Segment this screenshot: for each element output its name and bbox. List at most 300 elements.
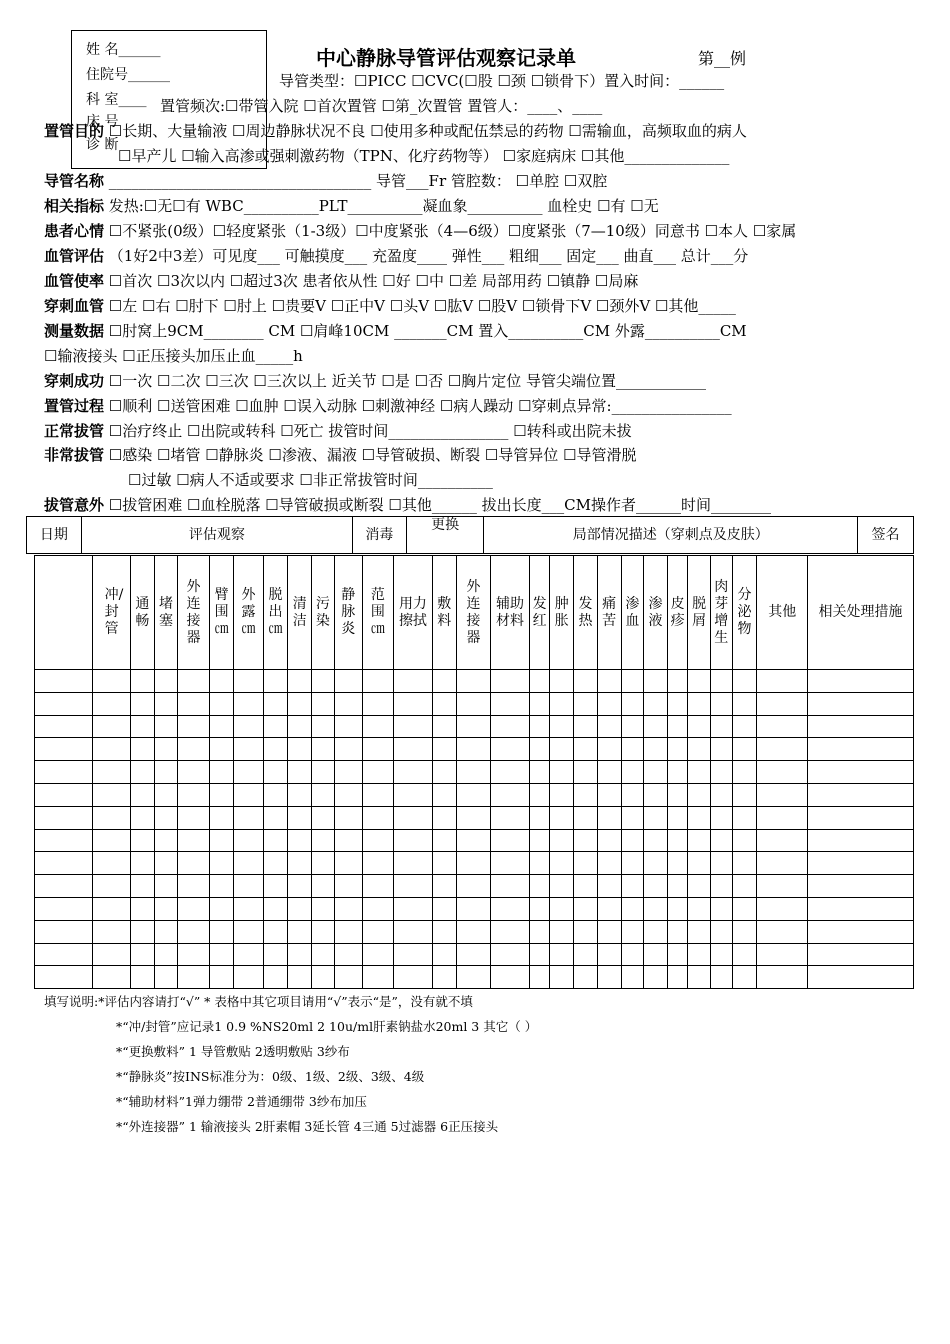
table-cell[interactable] bbox=[597, 875, 621, 898]
table-cell[interactable] bbox=[178, 943, 209, 966]
table-cell[interactable] bbox=[312, 943, 335, 966]
table-cell[interactable] bbox=[394, 761, 433, 784]
table-cell[interactable] bbox=[263, 852, 288, 875]
table-cell[interactable] bbox=[597, 943, 621, 966]
removal-accident-line[interactable]: 拔管意外 ☐拔管困难 ☐血栓脱落 ☐导管破损或断裂 ☐其他______ 拔出长度___CM操作者______时间________ bbox=[44, 496, 771, 514]
table-cell[interactable] bbox=[334, 783, 362, 806]
table-cell[interactable] bbox=[456, 966, 491, 989]
table-cell[interactable] bbox=[93, 897, 131, 920]
table-cell[interactable] bbox=[621, 670, 644, 693]
table-cell[interactable] bbox=[263, 829, 288, 852]
table-cell[interactable] bbox=[711, 875, 733, 898]
table-cell[interactable] bbox=[93, 738, 131, 761]
table-cell[interactable] bbox=[688, 806, 711, 829]
table-cell[interactable] bbox=[312, 829, 335, 852]
department-field[interactable]: 科 室____ bbox=[86, 92, 147, 108]
table-cell[interactable] bbox=[154, 920, 178, 943]
table-cell[interactable] bbox=[491, 738, 530, 761]
table-cell[interactable] bbox=[597, 966, 621, 989]
table-cell[interactable] bbox=[711, 943, 733, 966]
catheter-name-line[interactable]: 导管名称 ___________________________________ 导管___Fr 管腔数： ☐单腔 ☐双腔 bbox=[44, 172, 608, 190]
table-cell[interactable] bbox=[288, 875, 312, 898]
table-cell[interactable] bbox=[688, 670, 711, 693]
table-cell[interactable] bbox=[808, 783, 914, 806]
table-cell[interactable] bbox=[688, 966, 711, 989]
table-cell[interactable] bbox=[667, 783, 687, 806]
table-cell[interactable] bbox=[644, 943, 668, 966]
table-cell[interactable] bbox=[574, 966, 598, 989]
table-cell[interactable] bbox=[394, 738, 433, 761]
table-cell[interactable] bbox=[394, 852, 433, 875]
table-cell[interactable] bbox=[362, 783, 393, 806]
table-cell[interactable] bbox=[491, 761, 530, 784]
table-cell[interactable] bbox=[234, 943, 263, 966]
table-cell[interactable] bbox=[688, 852, 711, 875]
table-cell[interactable] bbox=[574, 715, 598, 738]
table-cell[interactable] bbox=[456, 806, 491, 829]
table-cell[interactable] bbox=[667, 920, 687, 943]
table-cell[interactable] bbox=[234, 852, 263, 875]
table-cell[interactable] bbox=[597, 715, 621, 738]
table-cell[interactable] bbox=[644, 852, 668, 875]
table-cell[interactable] bbox=[597, 897, 621, 920]
table-cell[interactable] bbox=[574, 852, 598, 875]
table-cell[interactable] bbox=[312, 692, 335, 715]
table-cell[interactable] bbox=[550, 897, 574, 920]
table-cell[interactable] bbox=[757, 715, 808, 738]
table-cell[interactable] bbox=[130, 852, 154, 875]
table-cell[interactable] bbox=[574, 897, 598, 920]
table-cell[interactable] bbox=[491, 829, 530, 852]
table-cell[interactable] bbox=[688, 692, 711, 715]
table-cell[interactable] bbox=[154, 875, 178, 898]
table-cell[interactable] bbox=[312, 783, 335, 806]
table-cell[interactable] bbox=[550, 806, 574, 829]
table-cell[interactable] bbox=[312, 670, 335, 693]
table-cell[interactable] bbox=[550, 829, 574, 852]
bed-number-field[interactable]: 床 号 bbox=[86, 114, 119, 130]
table-cell[interactable] bbox=[209, 761, 234, 784]
table-cell[interactable] bbox=[288, 670, 312, 693]
table-cell[interactable] bbox=[621, 920, 644, 943]
placement-purpose-line[interactable]: 置管目的 ☐长期、大量输液 ☐周边静脉状况不良 ☐使用多种或配伍禁忌的药物 ☐需输血，高频取血的病人 bbox=[44, 122, 747, 140]
table-cell[interactable] bbox=[456, 670, 491, 693]
table-cell[interactable] bbox=[130, 692, 154, 715]
table-cell[interactable] bbox=[234, 692, 263, 715]
table-cell[interactable] bbox=[667, 943, 687, 966]
table-cell[interactable] bbox=[529, 761, 549, 784]
table-cell[interactable] bbox=[621, 966, 644, 989]
table-cell[interactable] bbox=[178, 920, 209, 943]
table-cell[interactable] bbox=[550, 852, 574, 875]
table-cell[interactable] bbox=[550, 761, 574, 784]
table-cell[interactable] bbox=[93, 966, 131, 989]
table-cell[interactable] bbox=[667, 897, 687, 920]
table-cell[interactable] bbox=[808, 761, 914, 784]
table-cell[interactable] bbox=[574, 943, 598, 966]
table-cell[interactable] bbox=[711, 738, 733, 761]
table-cell[interactable] bbox=[732, 670, 757, 693]
table-cell[interactable] bbox=[130, 829, 154, 852]
table-cell[interactable] bbox=[312, 966, 335, 989]
table-cell[interactable] bbox=[667, 806, 687, 829]
table-cell[interactable] bbox=[432, 897, 456, 920]
placement-process-line[interactable]: 置管过程 ☐顺利 ☐送管困难 ☐血肿 ☐误入动脉 ☐刺激神经 ☐病人躁动 ☐穿刺点异常:________________ bbox=[44, 397, 732, 415]
table-cell[interactable] bbox=[154, 670, 178, 693]
table-cell[interactable] bbox=[432, 761, 456, 784]
table-cell[interactable] bbox=[432, 715, 456, 738]
table-cell[interactable] bbox=[178, 806, 209, 829]
table-cell[interactable] bbox=[263, 692, 288, 715]
table-cell[interactable] bbox=[757, 897, 808, 920]
table-cell[interactable] bbox=[178, 966, 209, 989]
table-cell[interactable] bbox=[35, 920, 93, 943]
catheter-type-line[interactable]: 导管类型：☐PICC ☐CVC(☐股 ☐颈 ☐锁骨下）置入时间：______ bbox=[279, 72, 725, 90]
table-cell[interactable] bbox=[362, 943, 393, 966]
table-cell[interactable] bbox=[732, 761, 757, 784]
table-cell[interactable] bbox=[234, 670, 263, 693]
table-cell[interactable] bbox=[154, 966, 178, 989]
table-cell[interactable] bbox=[178, 670, 209, 693]
table-cell[interactable] bbox=[312, 761, 335, 784]
table-cell[interactable] bbox=[334, 692, 362, 715]
table-cell[interactable] bbox=[550, 943, 574, 966]
table-cell[interactable] bbox=[312, 715, 335, 738]
diagnosis-field[interactable]: 诊 断 bbox=[86, 137, 119, 153]
table-cell[interactable] bbox=[808, 966, 914, 989]
table-cell[interactable] bbox=[334, 943, 362, 966]
table-cell[interactable] bbox=[288, 852, 312, 875]
table-cell[interactable] bbox=[644, 966, 668, 989]
table-cell[interactable] bbox=[529, 875, 549, 898]
table-cell[interactable] bbox=[757, 852, 808, 875]
table-cell[interactable] bbox=[288, 783, 312, 806]
table-cell[interactable] bbox=[667, 875, 687, 898]
table-cell[interactable] bbox=[362, 875, 393, 898]
table-cell[interactable] bbox=[362, 966, 393, 989]
table-cell[interactable] bbox=[234, 761, 263, 784]
table-cell[interactable] bbox=[621, 783, 644, 806]
table-cell[interactable] bbox=[456, 920, 491, 943]
table-cell[interactable] bbox=[757, 670, 808, 693]
table-cell[interactable] bbox=[178, 897, 209, 920]
table-cell[interactable] bbox=[178, 875, 209, 898]
table-cell[interactable] bbox=[362, 670, 393, 693]
table-cell[interactable] bbox=[234, 920, 263, 943]
table-cell[interactable] bbox=[209, 852, 234, 875]
table-cell[interactable] bbox=[154, 852, 178, 875]
table-cell[interactable] bbox=[394, 897, 433, 920]
table-cell[interactable] bbox=[334, 920, 362, 943]
table-cell[interactable] bbox=[263, 966, 288, 989]
table-cell[interactable] bbox=[529, 715, 549, 738]
abnormal-removal-line[interactable]: 非常拔管 ☐感染 ☐堵管 ☐静脉炎 ☐渗液、漏液 ☐导管破损、断裂 ☐导管异位 ☐导管滑脱 bbox=[44, 446, 637, 464]
table-cell[interactable] bbox=[93, 761, 131, 784]
table-cell[interactable] bbox=[667, 738, 687, 761]
table-cell[interactable] bbox=[263, 761, 288, 784]
table-cell[interactable] bbox=[732, 783, 757, 806]
table-cell[interactable] bbox=[574, 670, 598, 693]
table-cell[interactable] bbox=[550, 920, 574, 943]
table-cell[interactable] bbox=[154, 738, 178, 761]
table-cell[interactable] bbox=[362, 897, 393, 920]
table-cell[interactable] bbox=[732, 829, 757, 852]
table-cell[interactable] bbox=[35, 852, 93, 875]
table-cell[interactable] bbox=[209, 943, 234, 966]
table-cell[interactable] bbox=[93, 920, 131, 943]
table-cell[interactable] bbox=[644, 692, 668, 715]
table-cell[interactable] bbox=[597, 670, 621, 693]
table-cell[interactable] bbox=[621, 875, 644, 898]
table-cell[interactable] bbox=[130, 875, 154, 898]
table-cell[interactable] bbox=[334, 897, 362, 920]
table-cell[interactable] bbox=[808, 875, 914, 898]
table-cell[interactable] bbox=[491, 670, 530, 693]
placement-frequency-line[interactable]: 置管频次:☐带管入院 ☐首次置管 ☐第_次置管 置管人：____、____ bbox=[160, 97, 603, 115]
table-cell[interactable] bbox=[456, 738, 491, 761]
table-cell[interactable] bbox=[288, 738, 312, 761]
table-cell[interactable] bbox=[667, 966, 687, 989]
table-cell[interactable] bbox=[394, 715, 433, 738]
table-cell[interactable] bbox=[432, 670, 456, 693]
connector-line[interactable]: ☐输液接头 ☐正压接头加压止血_____h bbox=[44, 347, 303, 365]
table-cell[interactable] bbox=[732, 875, 757, 898]
table-cell[interactable] bbox=[93, 943, 131, 966]
table-cell[interactable] bbox=[574, 920, 598, 943]
table-cell[interactable] bbox=[209, 875, 234, 898]
table-cell[interactable] bbox=[209, 783, 234, 806]
table-cell[interactable] bbox=[688, 829, 711, 852]
table-cell[interactable] bbox=[808, 920, 914, 943]
table-cell[interactable] bbox=[432, 966, 456, 989]
table-cell[interactable] bbox=[154, 829, 178, 852]
table-cell[interactable] bbox=[334, 966, 362, 989]
table-cell[interactable] bbox=[808, 670, 914, 693]
table-cell[interactable] bbox=[263, 783, 288, 806]
table-cell[interactable] bbox=[529, 692, 549, 715]
table-cell[interactable] bbox=[35, 670, 93, 693]
table-cell[interactable] bbox=[574, 692, 598, 715]
table-cell[interactable] bbox=[362, 920, 393, 943]
table-cell[interactable] bbox=[688, 715, 711, 738]
table-cell[interactable] bbox=[456, 852, 491, 875]
table-cell[interactable] bbox=[334, 806, 362, 829]
table-cell[interactable] bbox=[288, 966, 312, 989]
table-cell[interactable] bbox=[621, 806, 644, 829]
patient-mood-line[interactable]: 患者心情 ☐不紧张(0级）☐轻度紧张（1-3级）☐中度紧张（4—6级）☐度紧张（7—10级）同意书 ☐本人 ☐家属 bbox=[44, 222, 797, 240]
table-cell[interactable] bbox=[732, 897, 757, 920]
puncture-success-line[interactable]: 穿刺成功 ☐一次 ☐二次 ☐三次 ☐三次以上 近关节 ☐是 ☐否 ☐胸片定位 导管尖端位置____________ bbox=[44, 372, 707, 390]
table-cell[interactable] bbox=[529, 920, 549, 943]
table-cell[interactable] bbox=[757, 829, 808, 852]
table-cell[interactable] bbox=[597, 829, 621, 852]
table-cell[interactable] bbox=[808, 738, 914, 761]
table-cell[interactable] bbox=[334, 738, 362, 761]
table-cell[interactable] bbox=[130, 761, 154, 784]
table-cell[interactable] bbox=[35, 806, 93, 829]
table-cell[interactable] bbox=[667, 715, 687, 738]
table-cell[interactable] bbox=[529, 852, 549, 875]
table-cell[interactable] bbox=[711, 670, 733, 693]
table-cell[interactable] bbox=[574, 829, 598, 852]
table-cell[interactable] bbox=[711, 966, 733, 989]
table-cell[interactable] bbox=[644, 806, 668, 829]
table-cell[interactable] bbox=[93, 852, 131, 875]
table-cell[interactable] bbox=[288, 897, 312, 920]
table-cell[interactable] bbox=[550, 783, 574, 806]
table-cell[interactable] bbox=[130, 943, 154, 966]
table-cell[interactable] bbox=[288, 806, 312, 829]
table-cell[interactable] bbox=[209, 897, 234, 920]
table-cell[interactable] bbox=[209, 920, 234, 943]
table-cell[interactable] bbox=[529, 943, 549, 966]
table-cell[interactable] bbox=[456, 897, 491, 920]
normal-removal-line[interactable]: 正常拔管 ☐治疗终止 ☐出院或转科 ☐死亡 拔管时间________________ ☐转科或出院未拔 bbox=[44, 422, 632, 440]
table-cell[interactable] bbox=[667, 670, 687, 693]
table-cell[interactable] bbox=[432, 920, 456, 943]
table-cell[interactable] bbox=[234, 715, 263, 738]
table-cell[interactable] bbox=[808, 897, 914, 920]
table-cell[interactable] bbox=[130, 783, 154, 806]
patient-name-field[interactable]: 姓 名______ bbox=[86, 42, 161, 58]
table-cell[interactable] bbox=[757, 738, 808, 761]
table-cell[interactable] bbox=[644, 920, 668, 943]
table-cell[interactable] bbox=[732, 806, 757, 829]
table-cell[interactable] bbox=[711, 897, 733, 920]
hospital-number-field[interactable]: 住院号______ bbox=[86, 67, 170, 83]
vessel-usage-line[interactable]: 血管使率 ☐首次 ☐3次以内 ☐超过3次 患者依从性 ☐好 ☐中 ☐差 局部用药 ☐镇静 ☐局麻 bbox=[44, 272, 639, 290]
table-cell[interactable] bbox=[550, 692, 574, 715]
table-cell[interactable] bbox=[209, 738, 234, 761]
table-cell[interactable] bbox=[432, 943, 456, 966]
table-cell[interactable] bbox=[550, 738, 574, 761]
table-cell[interactable] bbox=[550, 966, 574, 989]
table-cell[interactable] bbox=[234, 966, 263, 989]
table-cell[interactable] bbox=[732, 692, 757, 715]
table-cell[interactable] bbox=[621, 761, 644, 784]
table-cell[interactable] bbox=[491, 897, 530, 920]
table-cell[interactable] bbox=[312, 852, 335, 875]
table-cell[interactable] bbox=[597, 920, 621, 943]
table-cell[interactable] bbox=[35, 829, 93, 852]
table-cell[interactable] bbox=[93, 670, 131, 693]
table-cell[interactable] bbox=[234, 783, 263, 806]
table-cell[interactable] bbox=[732, 966, 757, 989]
table-cell[interactable] bbox=[644, 738, 668, 761]
related-index-line[interactable]: 相关指标 发热:☐无☐有 WBC__________PLT__________凝血象__________ 血栓史 ☐有 ☐无 bbox=[44, 197, 659, 215]
table-cell[interactable] bbox=[597, 738, 621, 761]
table-cell[interactable] bbox=[312, 738, 335, 761]
table-cell[interactable] bbox=[234, 897, 263, 920]
table-cell[interactable] bbox=[688, 875, 711, 898]
table-cell[interactable] bbox=[154, 715, 178, 738]
table-cell[interactable] bbox=[312, 875, 335, 898]
table-cell[interactable] bbox=[644, 715, 668, 738]
table-cell[interactable] bbox=[456, 692, 491, 715]
table-cell[interactable] bbox=[209, 670, 234, 693]
table-cell[interactable] bbox=[688, 943, 711, 966]
table-cell[interactable] bbox=[362, 738, 393, 761]
table-cell[interactable] bbox=[644, 829, 668, 852]
table-cell[interactable] bbox=[808, 692, 914, 715]
table-cell[interactable] bbox=[432, 738, 456, 761]
table-cell[interactable] bbox=[178, 692, 209, 715]
table-cell[interactable] bbox=[456, 715, 491, 738]
table-cell[interactable] bbox=[688, 761, 711, 784]
table-cell[interactable] bbox=[757, 761, 808, 784]
table-cell[interactable] bbox=[757, 783, 808, 806]
table-cell[interactable] bbox=[550, 875, 574, 898]
table-cell[interactable] bbox=[130, 715, 154, 738]
table-cell[interactable] bbox=[263, 715, 288, 738]
table-cell[interactable] bbox=[711, 761, 733, 784]
table-cell[interactable] bbox=[35, 761, 93, 784]
table-cell[interactable] bbox=[288, 920, 312, 943]
table-cell[interactable] bbox=[432, 692, 456, 715]
table-cell[interactable] bbox=[362, 692, 393, 715]
puncture-vessel-line[interactable]: 穿刺血管 ☐左 ☐右 ☐肘下 ☐肘上 ☐贵要Ⅴ ☐正中Ⅴ ☐头Ⅴ ☐肱Ⅴ ☐股Ⅴ ☐锁骨下Ⅴ ☐颈外Ⅴ ☐其他_____ bbox=[44, 297, 736, 315]
table-cell[interactable] bbox=[432, 852, 456, 875]
table-cell[interactable] bbox=[432, 829, 456, 852]
table-cell[interactable] bbox=[757, 943, 808, 966]
table-cell[interactable] bbox=[263, 875, 288, 898]
table-cell[interactable] bbox=[394, 692, 433, 715]
table-cell[interactable] bbox=[209, 692, 234, 715]
table-cell[interactable] bbox=[234, 875, 263, 898]
abnormal-removal-line-2[interactable]: ☐过敏 ☐病人不适或要求 ☐非正常拔管时间__________ bbox=[128, 471, 493, 489]
table-cell[interactable] bbox=[362, 715, 393, 738]
table-cell[interactable] bbox=[757, 692, 808, 715]
table-cell[interactable] bbox=[334, 761, 362, 784]
table-cell[interactable] bbox=[456, 875, 491, 898]
table-cell[interactable] bbox=[263, 920, 288, 943]
table-cell[interactable] bbox=[667, 761, 687, 784]
table-cell[interactable] bbox=[209, 829, 234, 852]
table-cell[interactable] bbox=[130, 738, 154, 761]
table-cell[interactable] bbox=[491, 852, 530, 875]
table-cell[interactable] bbox=[456, 829, 491, 852]
table-cell[interactable] bbox=[529, 829, 549, 852]
table-cell[interactable] bbox=[35, 897, 93, 920]
table-cell[interactable] bbox=[456, 761, 491, 784]
table-cell[interactable] bbox=[234, 738, 263, 761]
table-cell[interactable] bbox=[621, 738, 644, 761]
table-cell[interactable] bbox=[597, 761, 621, 784]
table-cell[interactable] bbox=[394, 943, 433, 966]
table-cell[interactable] bbox=[394, 670, 433, 693]
table-cell[interactable] bbox=[688, 783, 711, 806]
table-cell[interactable] bbox=[732, 738, 757, 761]
table-cell[interactable] bbox=[574, 761, 598, 784]
table-cell[interactable] bbox=[93, 692, 131, 715]
table-cell[interactable] bbox=[711, 715, 733, 738]
table-cell[interactable] bbox=[35, 738, 93, 761]
case-number[interactable]: 第__例 bbox=[698, 49, 747, 68]
table-cell[interactable] bbox=[644, 761, 668, 784]
table-cell[interactable] bbox=[362, 852, 393, 875]
table-cell[interactable] bbox=[394, 829, 433, 852]
table-cell[interactable] bbox=[362, 829, 393, 852]
table-cell[interactable] bbox=[130, 966, 154, 989]
table-cell[interactable] bbox=[688, 920, 711, 943]
measurement-line[interactable]: 测量数据 ☐肘窝上9CM________ CM ☐肩峰10CM _______CM 置入__________CM 外露__________CM bbox=[44, 322, 747, 340]
table-cell[interactable] bbox=[491, 783, 530, 806]
table-cell[interactable] bbox=[334, 715, 362, 738]
table-cell[interactable] bbox=[154, 783, 178, 806]
table-cell[interactable] bbox=[621, 715, 644, 738]
table-cell[interactable] bbox=[621, 852, 644, 875]
table-cell[interactable] bbox=[529, 670, 549, 693]
